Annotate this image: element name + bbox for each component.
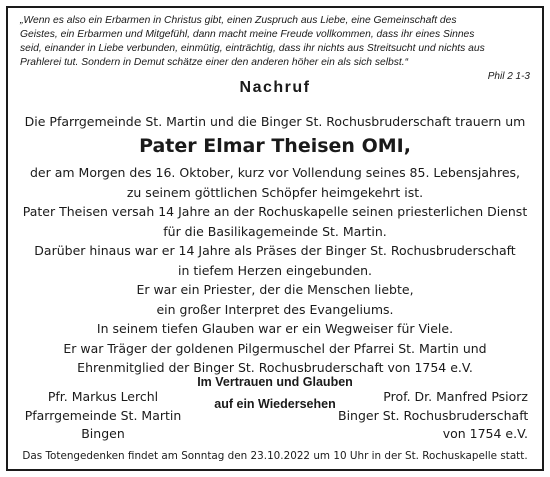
text-line: Pater Theisen versah 14 Jahre an der Rochuskapelle seinen priesterlichen Dienst <box>22 204 528 219</box>
bible-quote <box>20 14 534 70</box>
signature-line: Pfr. Markus Lerchl <box>47 389 159 404</box>
signature-left <box>22 388 184 444</box>
text-line: ein großer Interpret des Evangeliums. <box>156 301 394 317</box>
signature-line: von 1754 e.V. <box>442 426 528 441</box>
signature-line: Binger St. Rochusbruderschaft <box>338 407 529 423</box>
signature-line: Prof. Dr. Manfred Psiorz <box>383 389 528 404</box>
text-line: der am Morgen des 16. Oktober, kurz vor Vollendung seines 85. Lebensjahres, <box>29 165 521 180</box>
notice-heading: Nachruf <box>239 79 311 96</box>
text-line: in tiefem Herzen eingebunden. <box>177 262 373 278</box>
signature-line: Bingen <box>81 426 125 441</box>
quote-line: Prahlerei tut. Sondern in Demut schätze einer den anderen höher ein als sich selbst.“ <box>20 57 409 68</box>
quote-line: Geistes, ein Erbarmen und Mitgefühl, dann macht meine Freude vollkommen, dass ihr eines Sinnes <box>20 29 475 40</box>
obituary-text <box>8 163 542 378</box>
quote-reference: Phil 2 1-3 <box>487 71 530 82</box>
closing-line: auf ein Wiedersehen <box>214 397 336 411</box>
intro-line: Die Pfarrgemeinde St. Martin und die Binger St. Rochusbruderschaft trauern um <box>24 114 526 129</box>
closing-line: Im Vertrauen und Glauben <box>197 375 353 389</box>
text-line: Ehrenmitglied der Binger St. Rochusbruderschaft von 1754 e.V. <box>77 360 473 375</box>
text-line: Darüber hinaus war er 14 Jahre als Präses der Binger St. Rochusbruderschaft <box>34 243 516 258</box>
text-line: Er war ein Priester, der die Menschen liebte, <box>136 282 414 297</box>
quote-line: „Wenn es also ein Erbarmen in Christus gibt, einen Zuspruch aus Liebe, eine Gemeinschaft des <box>20 15 457 26</box>
memorial-service-note: Das Totengedenken findet am Sonntag den 23.10.2022 um 10 Uhr in der St. Rochuskapelle statt. <box>22 450 528 462</box>
text-line: für die Basilikagemeinde St. Martin. <box>163 223 387 239</box>
text-line: zu seinem göttlichen Schöpfer heimgekehrt ist. <box>126 184 424 200</box>
text-line: In seinem tiefen Glauben war er ein Wegweiser für Viele. <box>96 321 454 336</box>
obituary-notice <box>6 6 544 471</box>
quote-line: seid, einander in Liebe verbunden, einmütig, einträchtig, dass ihr nichts aus Streitsucht und nichts aus <box>20 43 485 54</box>
signature-right <box>338 388 528 444</box>
text-line: Er war Träger der goldenen Pilgermuschel der Pfarrei St. Martin und <box>63 340 487 356</box>
signature-line: Pfarrgemeinde St. Martin <box>24 407 182 423</box>
deceased-name: Pater Elmar Theisen OMI, <box>139 135 411 157</box>
